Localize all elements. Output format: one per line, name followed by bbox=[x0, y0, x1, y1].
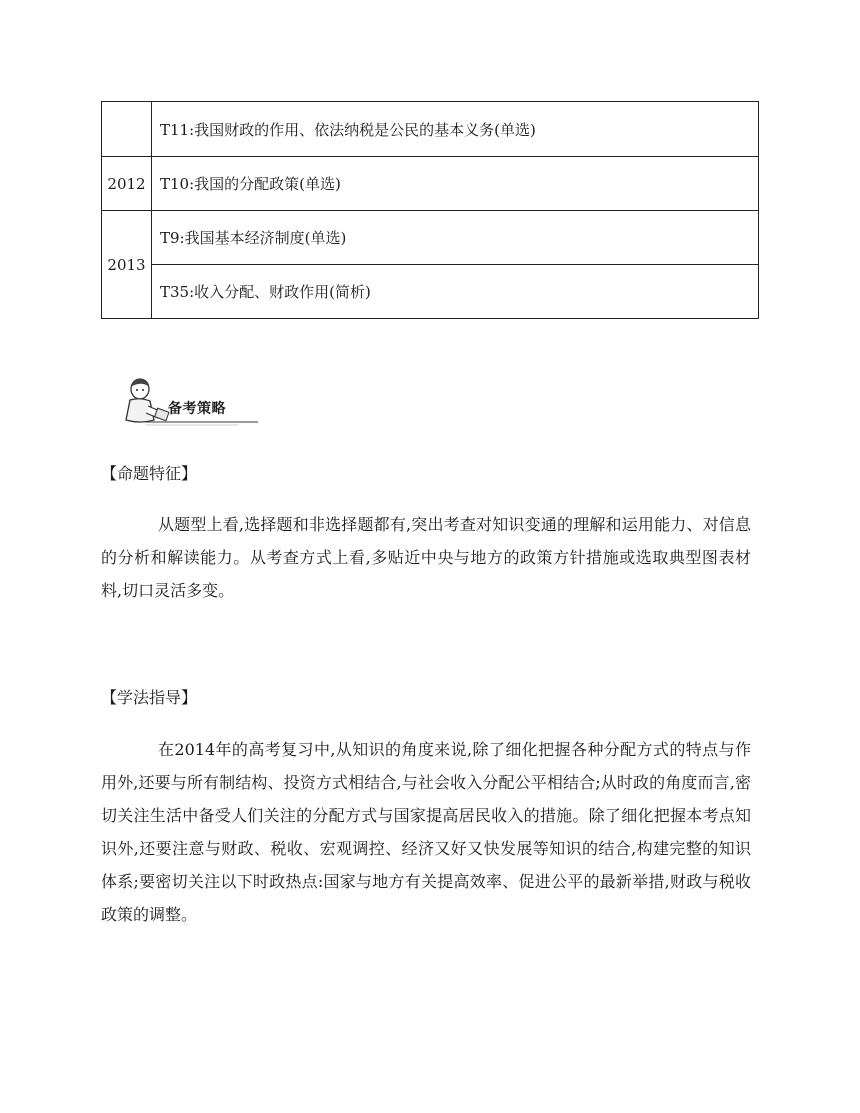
topic-cell: T11:我国财政的作用、依法纳税是公民的基本义务(单选) bbox=[152, 102, 759, 157]
table-row bbox=[102, 157, 759, 211]
paragraph-characteristics: 从题型上看,选择题和非选择题都有,突出考查对知识变通的理解和运用能力、对信息的分析和解读能力。从考查方式上看,多贴近中央与地方的政策方针措施或选取典型图表材料,切口灵活多变。 bbox=[101, 515, 751, 600]
section-title-guidance: 【学法指导】 bbox=[101, 688, 198, 707]
year-cell: 2013 bbox=[102, 211, 152, 319]
exam-topics-table bbox=[101, 101, 759, 319]
strategy-badge-label: 备考策略 bbox=[168, 401, 226, 417]
table-row bbox=[102, 211, 759, 265]
table-row bbox=[102, 265, 759, 319]
table-row bbox=[102, 102, 759, 157]
paragraph-guidance: 在2014年的高考复习中,从知识的角度来说,除了细化把握各种分配方式的特点与作用外,还要与所有制结构、投资方式相结合,与社会收入分配公平相结合;从时政的角度而言,密切关注生活中备受人们关注的分配方式与国家提高居民收入的措施。除了细化把握本考点知识外,还要注意与财政、税收、宏观调控、经济又好又快发展等知识的结合,构建完整的知识体系;要密切关注以下时政热点:国家与地方有关提高效率、促进公平的最新举措,财政与税收政策的调整。 bbox=[101, 740, 751, 924]
section-title-characteristics: 【命题特征】 bbox=[101, 464, 198, 483]
topic-cell: T9:我国基本经济制度(单选) bbox=[152, 211, 759, 265]
year-cell: 2012 bbox=[102, 157, 152, 211]
topic-cell: T35:收入分配、财政作用(简析) bbox=[152, 265, 759, 319]
topic-cell: T10:我国的分配政策(单选) bbox=[152, 157, 759, 211]
year-cell bbox=[102, 102, 152, 157]
